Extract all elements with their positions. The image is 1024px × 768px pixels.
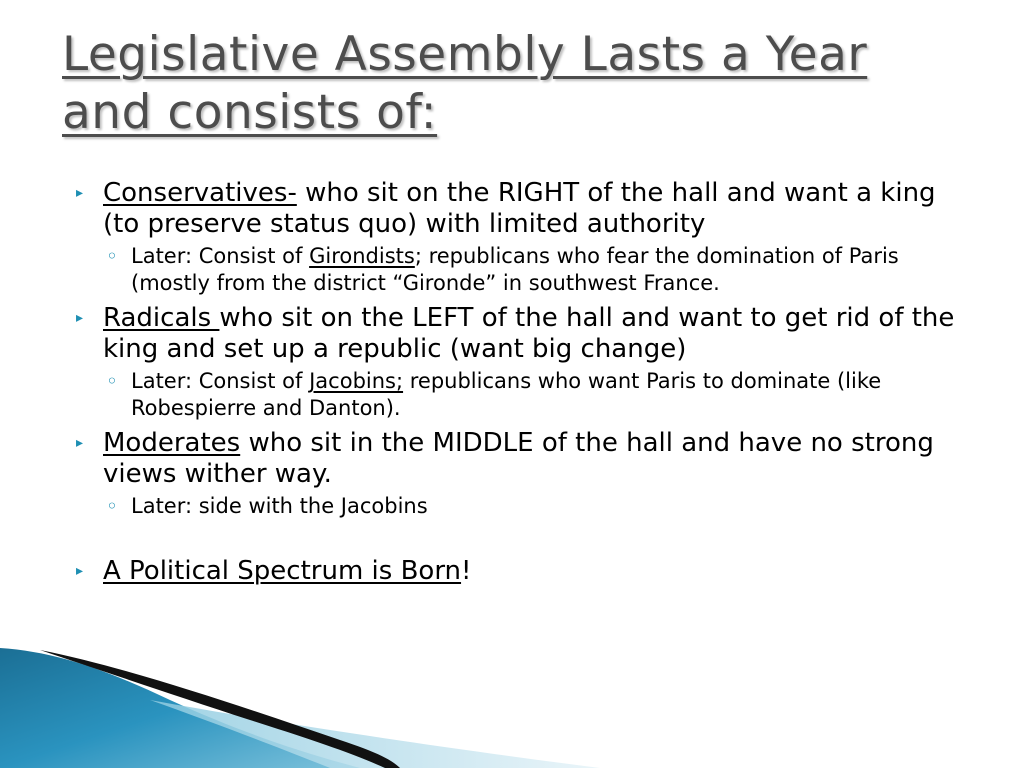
circle-bullet-icon: ◦ [106, 244, 118, 268]
bullet-moderates [72, 428, 972, 490]
bullet-text: who sit on the LEFT of the hall and want to get rid of the king and set up a republic (want big change) [103, 303, 955, 364]
bullet-text: who sit in the MIDDLE of the hall and have no strong views wither way. [103, 428, 934, 489]
sub-bullet-text: republicans who want Paris to dominate (like Robespierre and Danton). [131, 369, 882, 420]
exclamation-mark: ! [461, 556, 472, 586]
title-line-1: Legislative Assembly Lasts a Year [62, 27, 868, 82]
sub-bullet-girondists [72, 243, 972, 297]
sub-bullet-text: Later: Consist of [131, 369, 310, 393]
term-political-spectrum: A Political Spectrum is Born [103, 556, 462, 586]
sub-bullet-side-with-jacobins [72, 493, 972, 520]
term-girondists: Girondists [309, 244, 415, 268]
sub-bullet-jacobins [72, 368, 972, 422]
sub-bullet-text: Later: Consist of [131, 244, 310, 268]
sub-bullet-text: Later: side with the Jacobins [131, 494, 428, 518]
slide-title [62, 26, 1002, 142]
bullet-text: who sit on the RIGHT of the hall and want a king (to preserve status quo) with limited authority [103, 178, 936, 239]
term-radicals: Radicals [103, 303, 220, 333]
circle-bullet-icon: ◦ [106, 494, 118, 518]
triangle-bullet-icon: ▸ [76, 563, 84, 579]
sub-bullet-text: ; republicans who fear the domination of Paris (mostly from the district “Gironde” in southwest France. [131, 244, 899, 295]
term-jacobins: Jacobins; [309, 369, 404, 393]
wave-black-stripe [40, 650, 400, 768]
triangle-bullet-icon: ▸ [76, 310, 84, 326]
bullet-radicals [72, 303, 972, 365]
triangle-bullet-icon: ▸ [76, 185, 84, 201]
spacer [72, 526, 972, 556]
bullet-conservatives [72, 178, 972, 240]
circle-bullet-icon: ◦ [106, 369, 118, 393]
bullet-spectrum [72, 556, 972, 587]
title-line-2: and consists of: [62, 85, 438, 140]
wave-light-shape [150, 700, 600, 768]
slide-body [72, 178, 972, 590]
term-moderates: Moderates [103, 428, 241, 458]
triangle-bullet-icon: ▸ [76, 435, 84, 451]
wave-blue-shape [0, 648, 360, 768]
term-conservatives: Conservatives- [103, 178, 297, 208]
